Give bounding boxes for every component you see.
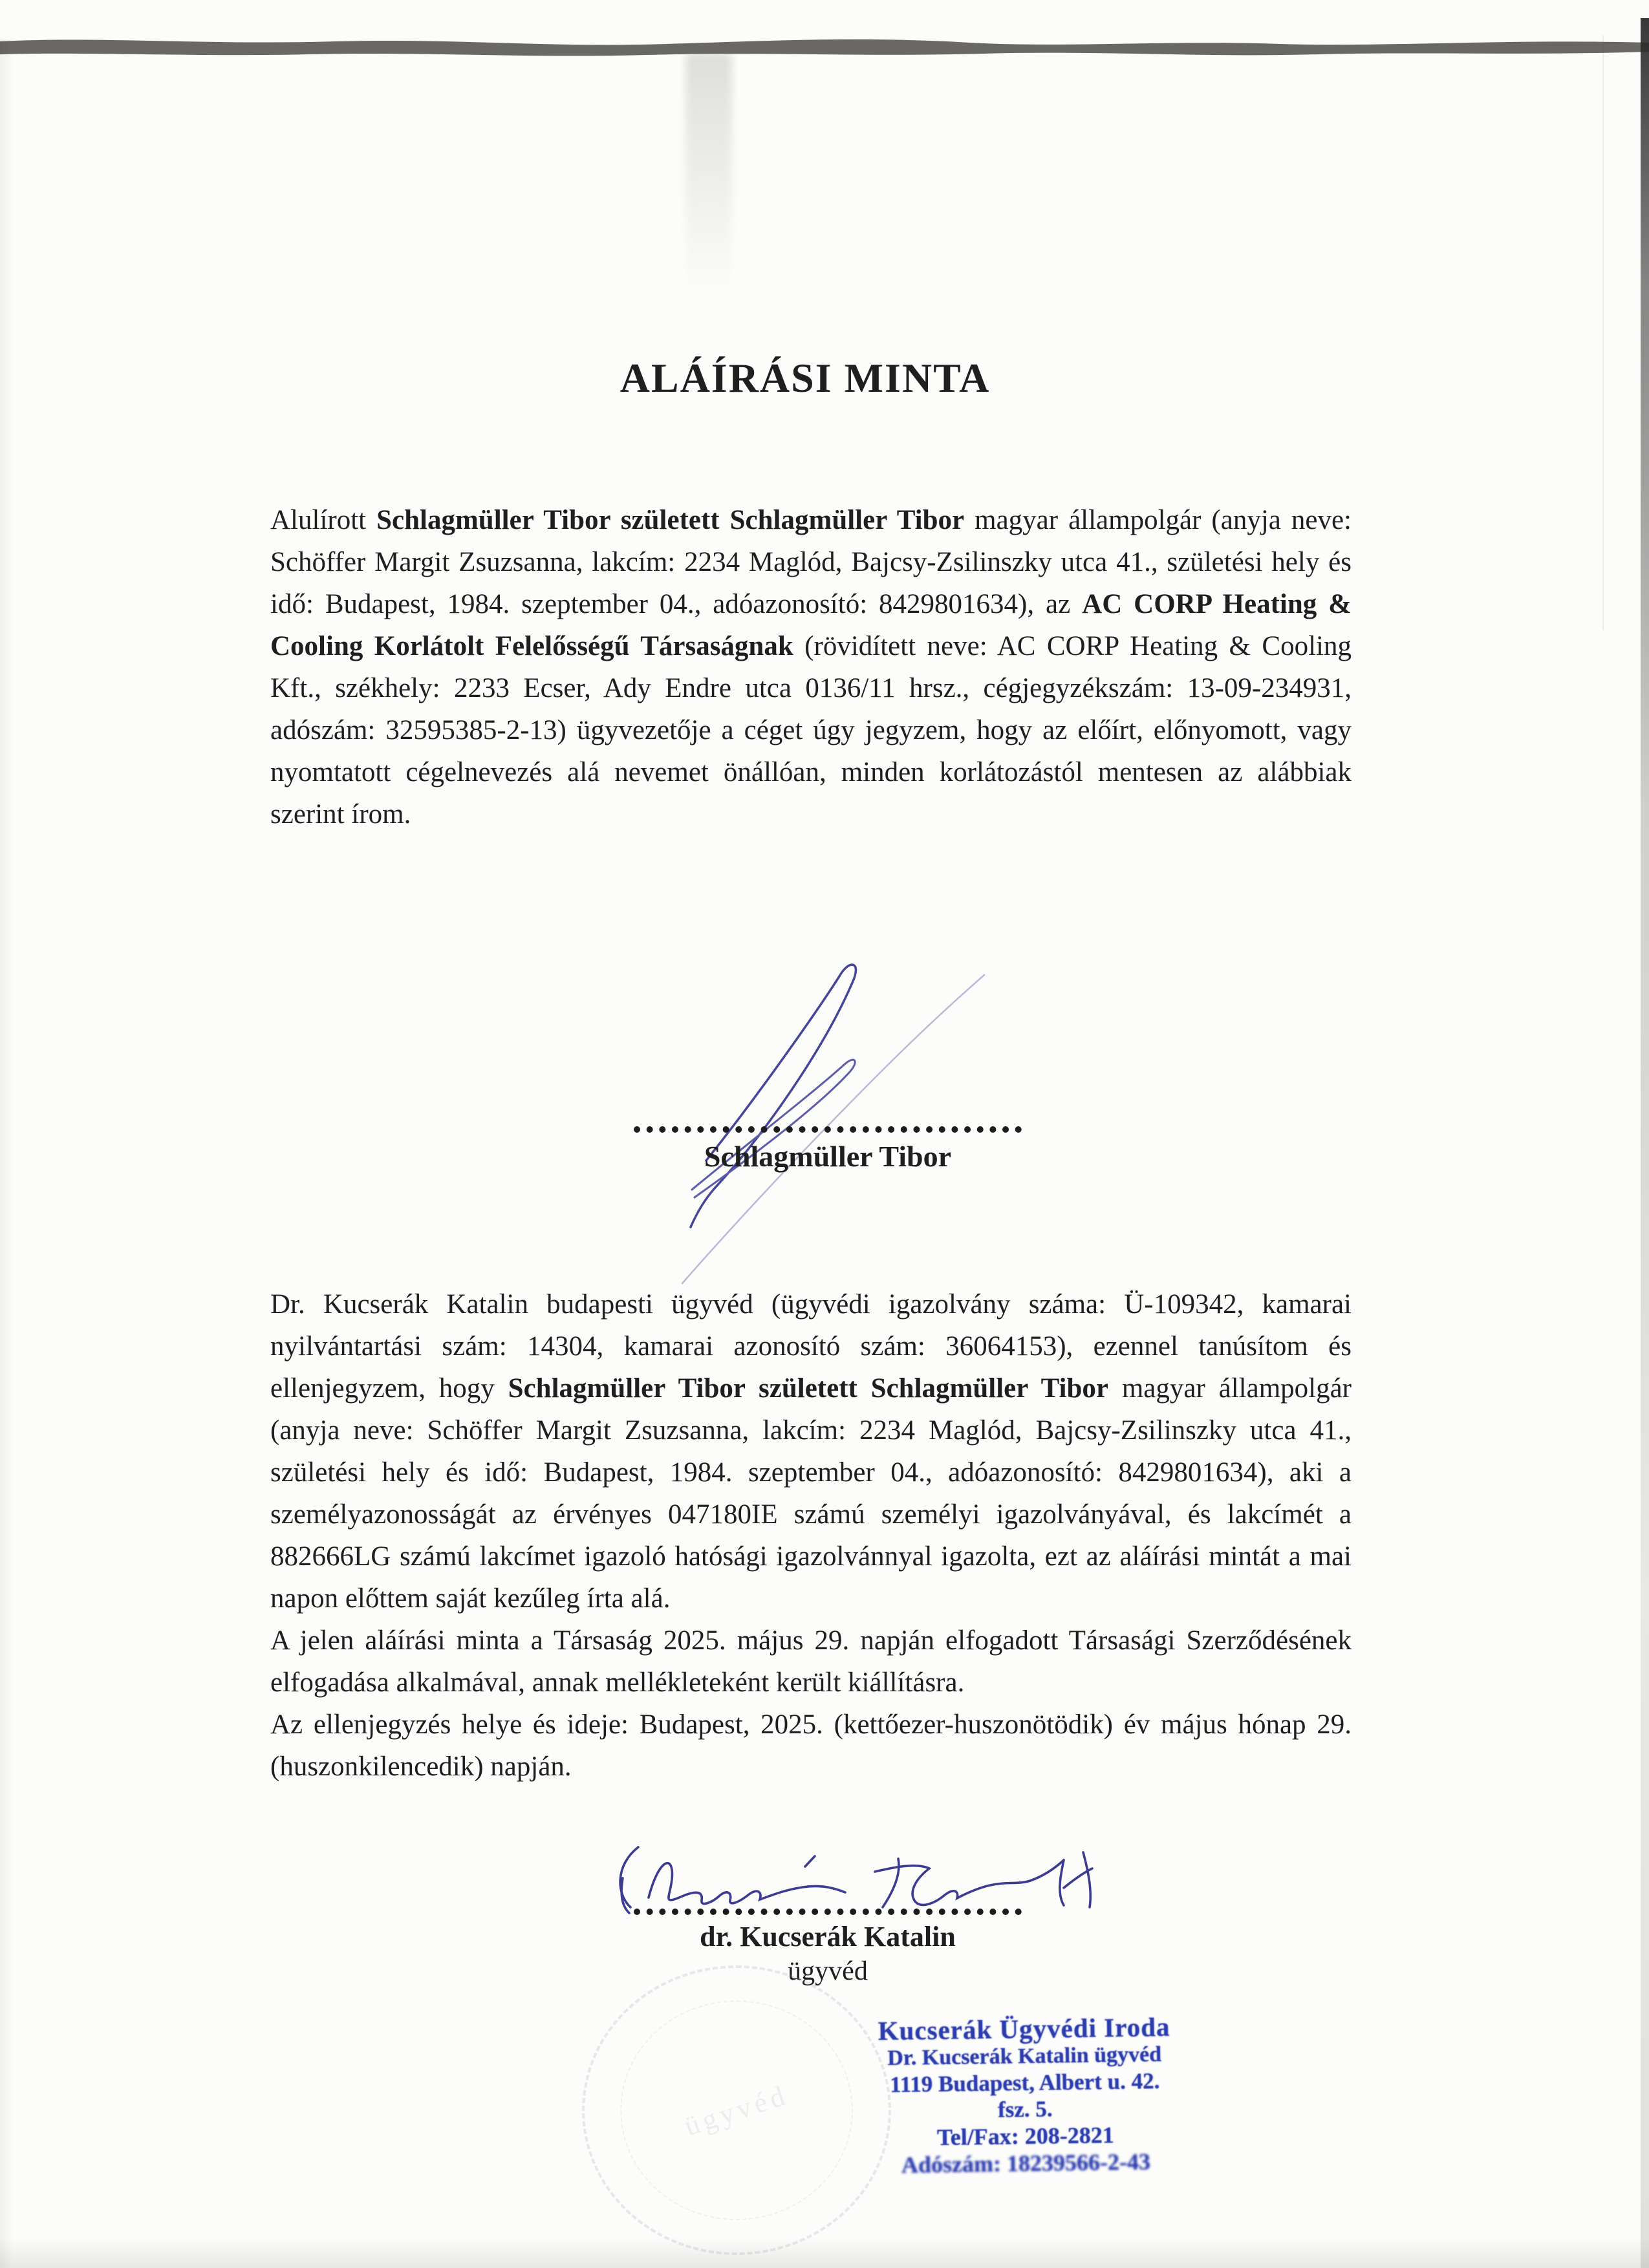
embossed-seal-text: ügyvéd: [680, 2079, 793, 2142]
scan-left-edge-shadow: [0, 39, 13, 2268]
countersignature-paragraph-block: [270, 1283, 1352, 1788]
embossed-seal-inner-ring: [620, 2000, 853, 2220]
signature-block-schlagmueller: [634, 1126, 1022, 1173]
stamp-office-name: Kucserák Ügyvédi Iroda: [878, 2011, 1170, 2046]
signatory1-name: Schlagmüller Tibor: [704, 1140, 952, 1173]
signature-dotted-line-2: [634, 1909, 1022, 1915]
scan-bottom-edge-shadow: [0, 2237, 1649, 2268]
declaration-paragraph-block: [270, 499, 1352, 835]
signature-dotted-line-1: [634, 1126, 1022, 1133]
signatory2-name: dr. Kucserák Katalin: [700, 1921, 956, 1952]
embossed-seal-ghost: [582, 1965, 891, 2255]
signature-ink-schlagmueller-tibor: [666, 937, 1028, 1290]
signatory2-role: ügyvéd: [788, 1956, 868, 1986]
document-title: ALÁÍRÁSI MINTA: [620, 355, 991, 401]
declaration-paragraph: Alulírott Schlagmüller Tibor született Schlagmüller Tibor magyar állampolgár (anyja neve: Schöffer Margit Zsuzsanna, lakcím: 2234 Maglód, Bajcsy-Zsilinszky utca 41., születési hely és idő: Budapest, 1984. szeptember 04., adóazonosító: 8429801634), az AC CORP Heating & Cooling Korlátolt Felelősségű Társaságnak (rövidített neve: AC CORP Heating & Cooling Kft., székhely: 2233 Ecser, Ady Endre utca 0136/11 hrsz., cégjegyzékszám: 13-09-234931, adószám: 32595385-2-13) ügyvezetője a céget úgy jegyzem, hogy az előírt, előnyomott, vagy nyomtatott cégelnevezés alá nevemet önállóan, minden korlátozástól mentesen az alábbiak szerint írom.: [270, 505, 1352, 829]
issuance-paragraph: A jelen aláírási minta a Társaság 2025. május 29. napján elfogadott Társasági Szerződésének elfogadása alkalmával, annak mellékleteként került kiállításra.: [270, 1625, 1352, 1698]
scan-streak-artifact: [685, 53, 732, 292]
law-office-rubber-stamp: [875, 2012, 1174, 2179]
stamp-tax-number: Adószám: 18239566-2-43: [901, 2148, 1151, 2178]
stamp-address: 1119 Budapest, Albert u. 42. fsz. 5.: [889, 2068, 1160, 2123]
scan-right-edge-shadow: [1641, 18, 1649, 2268]
scan-paper-edge-line: [1602, 36, 1604, 630]
countersignature-paragraph: Dr. Kucserák Katalin budapesti ügyvéd (ügyvédi igazolvány száma: Ü-109342, kamarai nyilvántartási szám: 14304, kamarai azonosító szám: 36064153), ezennel tanúsítom és ellenjegyzem, hogy Schlagmüller Tibor született Schlagmüller Tibor magyar állampolgár (anyja neve: Schöffer Margit Zsuzsanna, lakcím: 2234 Maglód, Bajcsy-Zsilinszky utca 41., születési hely és idő: Budapest, 1984. szeptember 04., adóazonosító: 8429801634), aki a személyazonosságát az érvényes 047180IE számú személyi igazolványával, és lakcímét a 882666LG számú lakcímet igazoló hatósági igazolvánnyal igazolta, ezt az aláírási mintát a mai napon előttem saját kezűleg írta alá.: [270, 1289, 1352, 1614]
stamp-phone: Tel/Fax: 208-2821: [936, 2122, 1114, 2150]
countersign-place-date-paragraph: Az ellenjegyzés helye és ideje: Budapest, 2025. (kettőezer-huszonötödik) év május hónap 29. (huszonkilencedik) napján.: [270, 1709, 1352, 1782]
stamp-attorney-name: Dr. Kucserák Katalin ügyvéd: [887, 2042, 1162, 2070]
scan-top-edge-shadow: [0, 19, 1649, 65]
